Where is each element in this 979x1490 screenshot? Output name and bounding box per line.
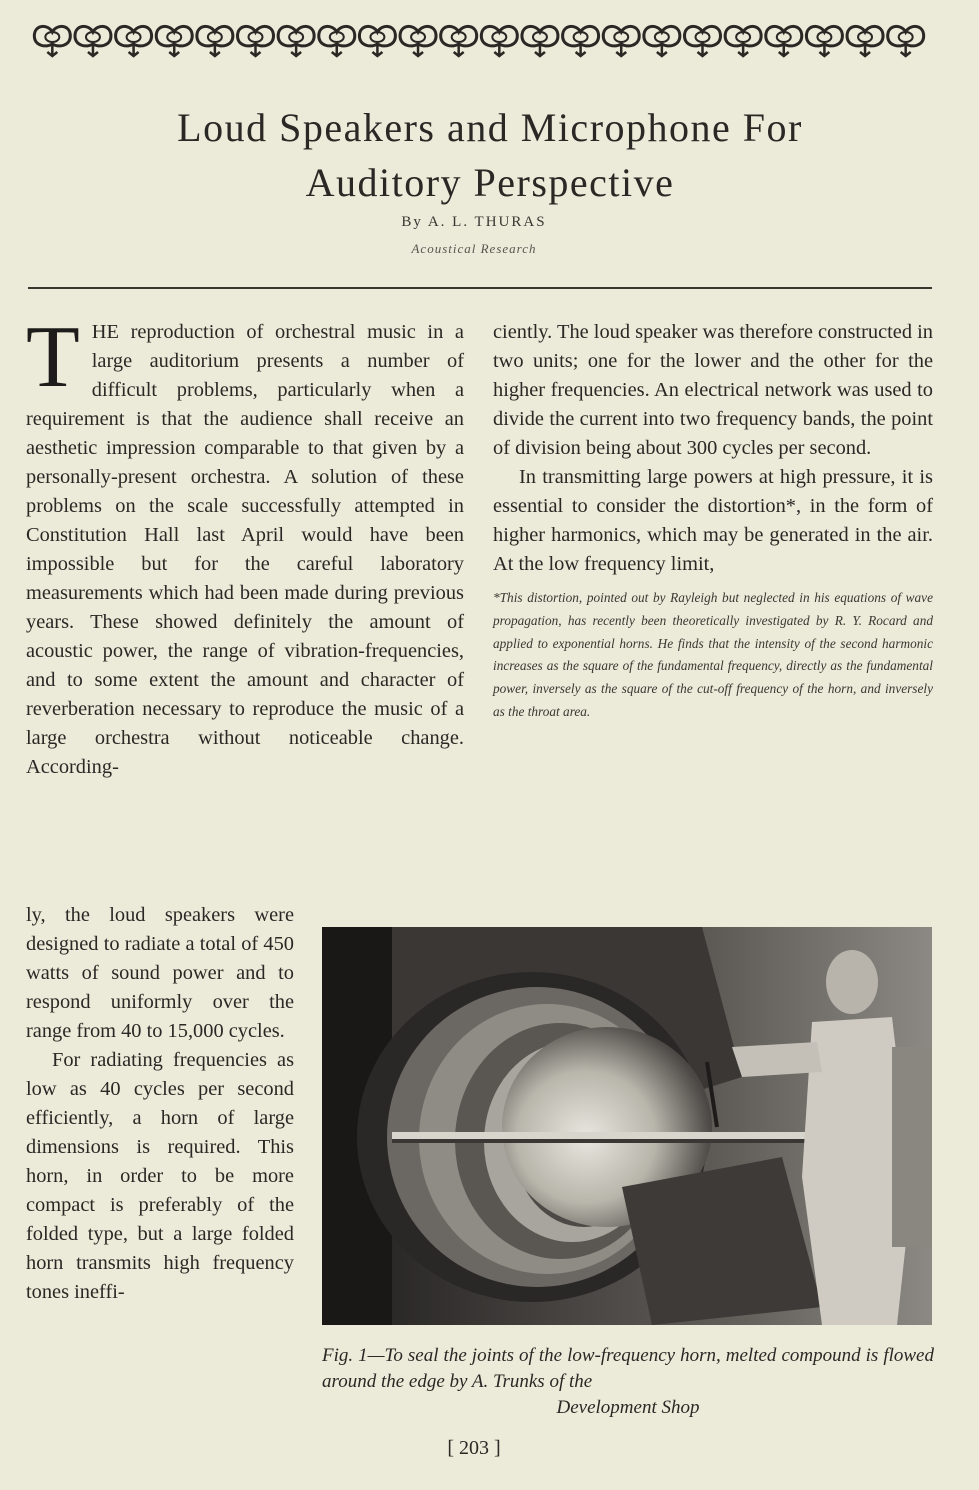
ornament-flower-icon [75,26,111,56]
page-number: [ 203 ] [447,1437,501,1459]
right-column [493,318,933,724]
byline: By A. L. THURAS [401,214,547,230]
affiliation: Acoustical Research [411,241,537,256]
floral-border-icon [32,22,926,60]
horn-photo-illustration [322,927,932,1325]
ornament-flower-icon [806,26,842,56]
title-line-1: Loud Speakers and Microphone For [177,105,803,150]
title-line-2: Auditory Perspective [305,160,675,205]
footnote: *This distortion, pointed out by Rayleigh but neglected in his equations of wave propagation, has recently been theoretically investigated by R. Y. Rocard and applied to exponential horns. He finds that the intensity of the second harmonic increases as the square of the fundamental frequency, directly as the fundamental power, inversely as the square of the cut-off frequency of the horn, and inversely as the throat area. [493,590,933,719]
paragraph-1-text: HE reproduction of orchestral music in a large auditorium presents a number of difficult problems, particularly when a requirement is that the audience shall receive an aesthetic impression comparable to that given by a personally-present orchestra. A solution of these problems on the scale successfully attempted in Constitution Hall last April would have been impossible but for the careful laboratory measurements which had been made during previous years. These showed definitely the amount of acoustic power, the range of vibration-frequencies, and to some extent the amount and character of reverberation necessary to reproduce the music of a large orchestra without noticeable change. According- [26,321,464,778]
paragraph-1 [26,309,464,782]
ornament-flower-icon [197,26,233,56]
paragraph-2-continued: ciently. The loud speaker was therefore constructed in two units; one for the lower and the other for the higher frequencies. An electrical network was used to divide the current into two frequency bands, the point of division being about 300 cycles per second. [493,321,933,459]
ornament-flower-icon [522,26,558,56]
paragraph-2: For radiating frequencies as low as 40 cycles per second efficiently, a horn of large dimensions is required. This horn, in order to be more compact is preferably of the folded type, but a large folded horn transmits high frequency tones ineffi- [26,1049,294,1303]
title-rule [28,287,932,289]
ornament-flower-icon [156,26,192,56]
figure-caption [322,1343,934,1421]
caption-text: Fig. 1—To seal the joints of the low-frequency horn, melted compound is flowed around the edge by A. Trunks of the [322,1345,934,1392]
ornament-flower-icon [359,26,395,56]
ornament-flower-icon [725,26,761,56]
ornament-flower-icon [238,26,274,56]
ornament-flower-icon [400,26,436,56]
caption-end: Development Shop [556,1397,700,1418]
ornament-flower-icon [34,26,70,56]
ornament-flower-icon [441,26,477,56]
drop-cap: T [26,309,80,406]
ornament-flower-icon [644,26,680,56]
ornament-flower-icon [278,26,314,56]
ornament-flower-icon [563,26,599,56]
left-column-narrow [26,901,294,1307]
ornament-flower-icon [888,26,924,56]
ornament-flower-icon [116,26,152,56]
figure-photo [322,927,932,1325]
paragraph-1-continued: ly, the loud speakers were designed to radiate a total of 450 watts of sound power and to respond uniformly over the range from 40 to 15,000 cycles. [26,904,294,1042]
paragraph-3: In transmitting large powers at high pressure, it is essential to consider the distortion*, in the form of higher harmonics, which may be generated in the air. At the low frequency limit, [493,466,933,575]
left-column [26,309,464,782]
ornament-flower-icon [847,26,883,56]
ornament-flower-icon [319,26,355,56]
ornament-flower-icon [685,26,721,56]
ornament-flower-icon [766,26,802,56]
ornament-flower-icon [481,26,517,56]
ornament-flower-icon [603,26,639,56]
article-title [60,100,920,210]
